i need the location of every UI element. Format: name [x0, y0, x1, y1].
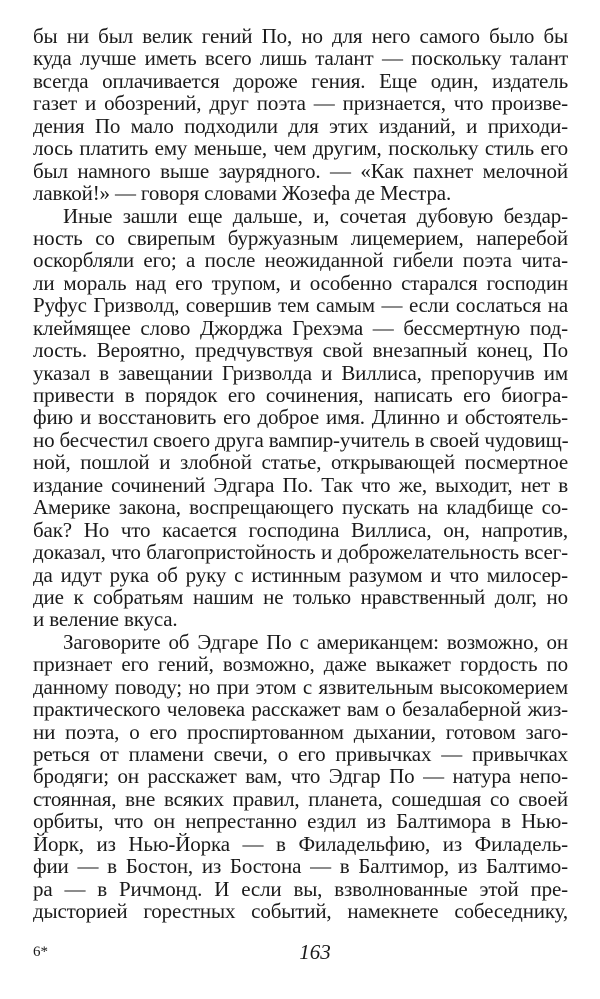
text-line: лавкой!» — говоря словами Жозефа де Местра. [33, 181, 452, 206]
text-line: газет и обозрений, друг поэта — признается, что произве- [33, 91, 568, 116]
text-line: фии — в Бостон, из Бостона — в Балтимор, из Балтимо- [33, 854, 568, 879]
text-line: Йорк, из Нью-Йорка — в Филадельфию, из Филадель- [33, 831, 568, 856]
paragraph [33, 631, 568, 923]
printer-signature-mark: 6* [33, 944, 48, 960]
paragraph [33, 25, 568, 205]
text-line: бак? Но что касается господина Виллиса, он, напротив, [33, 517, 568, 542]
page-number: 163 [299, 940, 331, 964]
text-line: орбиты, что он непрестанно ездил из Балтимора в Нью- [33, 809, 568, 834]
text-line: ни поэта, о его проспиртованном дыхании, готовом заго- [33, 719, 568, 744]
text-line: Руфус Гризволд, совершив тем самым — если сослаться на [33, 293, 568, 318]
text-line: Иные зашли еще дальше, и, сочетая дубовую бездар- [63, 203, 568, 228]
text-line: ность со свирепым буржуазным лицемерием, наперебой [33, 225, 568, 250]
text-line: лось платить ему меньше, чем другим, поскольку стиль его [33, 136, 568, 161]
text-line: был намного выше заурядного. — «Как пахнет мелочной [33, 158, 568, 183]
text-line: указал в завещании Гризволда и Виллиса, препоручив им [33, 360, 568, 385]
text-line: дысторией горестных событий, намекнете собеседнику, [33, 899, 568, 924]
text-line: да идут рука об руку с истинным разумом и что милосер- [33, 562, 568, 587]
text-line: практического человека расскажет вам о безалаберной жиз- [33, 697, 568, 722]
text-line: фию и восстановить его доброе имя. Длинно и обстоятель- [33, 405, 568, 430]
text-line: Заговорите об Эдгаре По с американцем: возможно, он [63, 629, 568, 654]
text-line: клеймящее слово Джорджа Грехэма — бессмертную под- [33, 315, 568, 340]
text-line: оскорбляли его; а после неожиданной гибели поэта чита- [33, 248, 568, 273]
text-line: бродяги; он расскажет вам, что Эдгар По — натура непо- [33, 764, 568, 789]
text-line: Америке закона, воспрещающего пускать на кладбище со- [33, 495, 568, 520]
text-line: дие к собратьям нашим не только нравственный долг, но [33, 584, 568, 609]
text-line: куда лучше иметь всего лишь талант — поскольку талант [33, 46, 568, 71]
text-line: ра — в Ричмонд. И если вы, взволнованные этой пре- [33, 876, 568, 901]
text-line: бы ни был велик гений По, но для него самого было бы [33, 24, 568, 48]
text-line: лость. Вероятно, предчувствуя свой внезапный конец, По [33, 338, 568, 363]
paragraph [33, 205, 568, 631]
text-line: и веление вкуса. [33, 607, 178, 632]
text-line: дения По мало подходили для этих изданий, и приходи- [33, 113, 568, 138]
text-line: ной, пошлой и злобной статье, открывающей посмертное [33, 450, 568, 475]
text-line: всегда оплачивается дороже гения. Еще один, издатель [33, 68, 568, 93]
text-line: но бесчестил своего друга вампир-учитель в своей чудовищ- [33, 427, 569, 452]
text-line: привести в порядок его сочинения, написать его биогра- [33, 383, 568, 407]
text-line: стоянная, вне всяких правил, планета, сошедшая со своей [33, 786, 568, 811]
text-line: данному поводу; но при этом с язвительным высокомерием [33, 674, 568, 699]
text-line: издание сочинений Эдгара По. Так что же, выходит, нет в [33, 472, 568, 497]
text-line: признает его гений, возможно, даже выкажет гордость по [33, 652, 568, 677]
text-line: доказал, что благопристойность и доброжелательность всег- [33, 540, 568, 565]
text-line: реться от пламени свечи, о его привычках — привычках [33, 742, 568, 766]
body-text [33, 25, 568, 923]
text-line: ли мораль над его трупом, и особенно старался господин [33, 270, 568, 295]
